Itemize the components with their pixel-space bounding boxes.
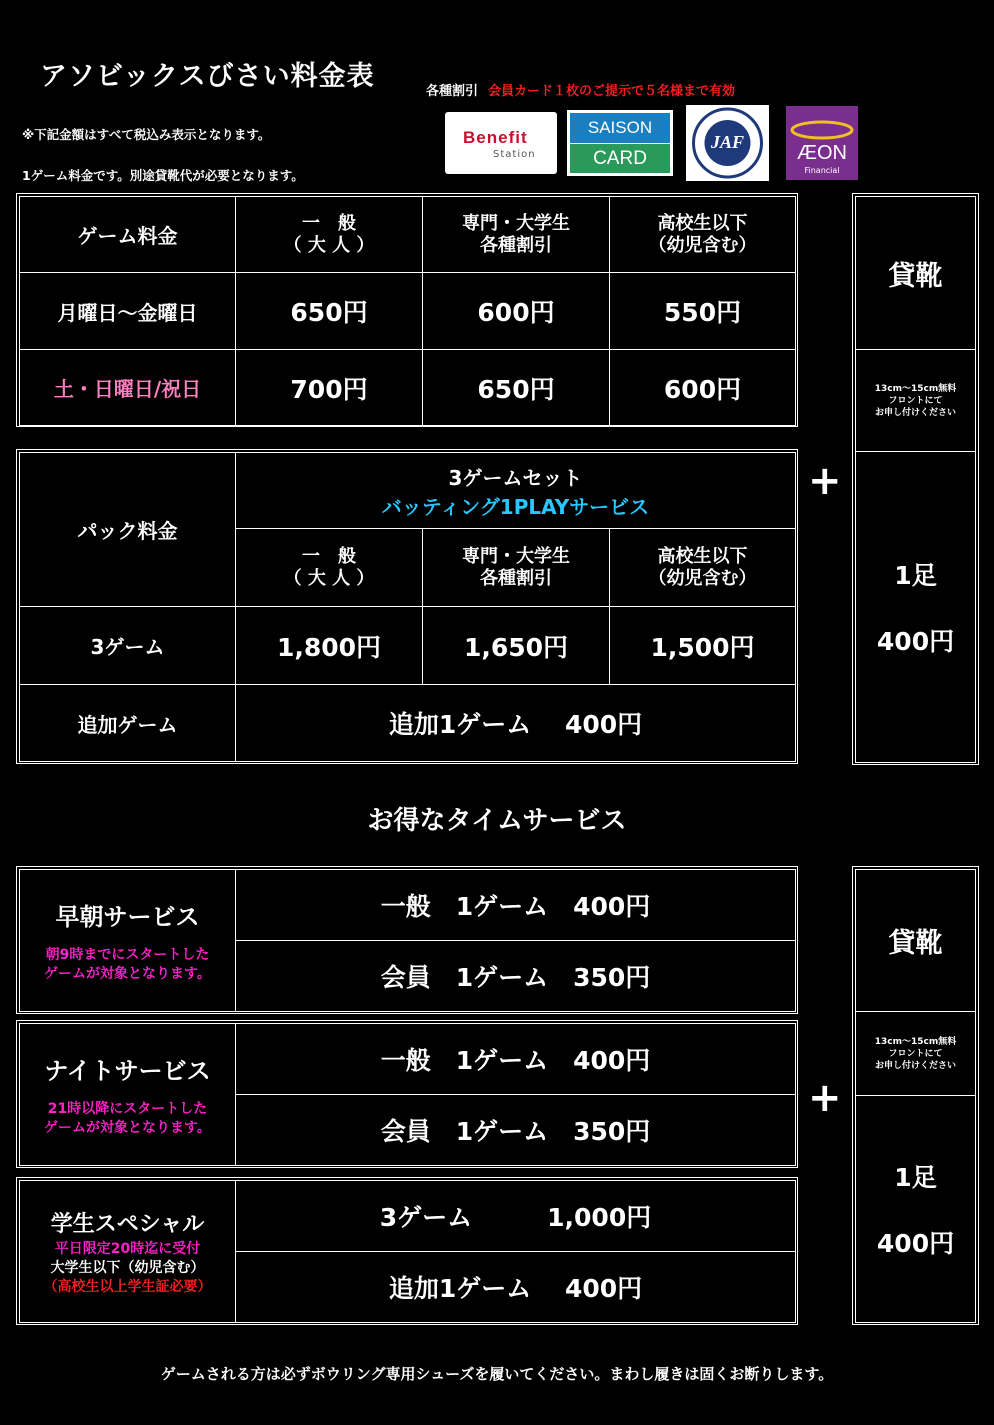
morning-service-label: 早朝サービス 朝9時までにスタートした ゲームが対象となります。	[20, 870, 236, 1012]
shoe-free-note: 13cm～15cm無料 フロントにて お申し付けください	[856, 350, 976, 452]
footer-note: ゲームされる方は必ずボウリング専用シューズを履いてください。まわし履きは固くお断りします。	[160, 1365, 834, 1383]
service-line: 会員 1ゲーム 350円	[236, 1095, 796, 1166]
shoe-price: 1足 400円	[856, 452, 976, 763]
student-special-label: 学生スペシャル 平日限定20時迄に受付 大学生以下（幼児含む） （高校生以上学生証必要）	[20, 1181, 236, 1323]
game-price-table	[19, 196, 796, 426]
extra-game-price: 追加1ゲーム 400円	[236, 685, 796, 762]
header-university: 専門・大学生 各種割引	[423, 197, 610, 273]
saison-card-logo: SAISON CARD	[567, 110, 673, 176]
table-row	[20, 607, 796, 685]
pack-price-table	[19, 452, 796, 762]
shoe-price: 1足 400円	[856, 1096, 976, 1323]
plus-icon: +	[808, 458, 842, 504]
row-label-weekend: 土・日曜日/祝日	[20, 350, 236, 426]
price-cell: 1,500円	[610, 607, 796, 685]
row-label-weekday: 月曜日～金曜日	[20, 273, 236, 350]
price-cell: 1,800円	[236, 607, 423, 685]
price-cell: 600円	[610, 350, 796, 426]
night-service-table	[19, 1023, 796, 1166]
aeon-financial-logo: ÆON Financial	[786, 106, 858, 180]
header-highschool: 高校生以下 （幼児含む）	[610, 529, 796, 607]
service-line: 会員 1ゲーム 350円	[236, 941, 796, 1012]
service-line: 追加1ゲーム 400円	[236, 1252, 796, 1323]
pack-set-header	[236, 453, 796, 529]
header-university: 専門・大学生 各種割引	[423, 529, 610, 607]
row-label-3games: 3ゲーム	[20, 607, 236, 685]
benefit-station-logo: Benefit Station	[445, 112, 557, 174]
student-special-table	[19, 1180, 796, 1323]
discount-condition: 会員カード１枚のご提示で５名様まで有効	[488, 84, 736, 99]
shoe-title: 貸靴	[856, 197, 976, 350]
pack-set-title: 3ゲームセット	[448, 465, 583, 490]
shoe-note: 1ゲーム料金です。別途貸靴代が必要となります。	[22, 168, 304, 183]
table-row	[20, 273, 796, 350]
table-row	[20, 350, 796, 426]
table-row	[20, 685, 796, 762]
price-cell: 650円	[423, 350, 610, 426]
morning-service-table	[19, 869, 796, 1012]
jaf-logo: JAF	[686, 105, 769, 181]
pack-set-subtitle: バッティング1PLAYサービス	[381, 494, 650, 519]
shoe-rental-table	[855, 869, 976, 1323]
price-cell: 650円	[236, 273, 423, 350]
service-line: 一般 1ゲーム 400円	[236, 1024, 796, 1095]
shoe-rental-table	[855, 196, 976, 763]
plus-icon: +	[808, 1075, 842, 1121]
service-line: 3ゲーム 1,000円	[236, 1181, 796, 1252]
discount-label: 各種割引	[426, 84, 479, 99]
night-service-label: ナイトサービス 21時以降にスタートした ゲームが対象となります。	[20, 1024, 236, 1166]
game-price-corner: ゲーム料金	[20, 197, 236, 273]
shoe-free-note: 13cm～15cm無料 フロントにて お申し付けください	[856, 1012, 976, 1096]
header-general: 一 般 （ 大 人 ）	[236, 529, 423, 607]
price-cell: 550円	[610, 273, 796, 350]
pack-price-corner: パック料金	[20, 453, 236, 607]
service-line: 一般 1ゲーム 400円	[236, 870, 796, 941]
header-highschool: 高校生以下 （幼児含む）	[610, 197, 796, 273]
price-cell: 700円	[236, 350, 423, 426]
row-label-extra: 追加ゲーム	[20, 685, 236, 762]
price-cell: 600円	[423, 273, 610, 350]
page-title: アソビックスびさい料金表	[40, 61, 375, 92]
time-service-title: お得なタイムサービス	[367, 806, 627, 836]
price-cell: 1,650円	[423, 607, 610, 685]
header-general: 一 般 （ 大 人 ）	[236, 197, 423, 273]
discount-header	[426, 80, 735, 99]
shoe-title: 貸靴	[856, 870, 976, 1012]
tax-note: ※下記金額はすべて税込み表示となります。	[22, 127, 271, 142]
